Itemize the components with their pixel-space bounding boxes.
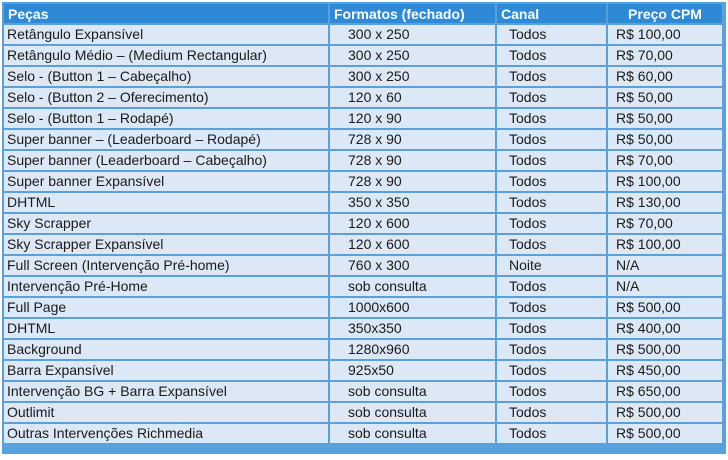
channel-cell: Todos xyxy=(497,88,606,107)
piece-cell: Intervenção BG + Barra Expansível xyxy=(4,382,328,401)
channel-cell: Todos xyxy=(497,151,606,170)
price-cell: R$ 400,00 xyxy=(608,319,722,338)
format-cell: sob consulta xyxy=(330,424,495,443)
header-row xyxy=(4,4,722,23)
price-cell: R$ 70,00 xyxy=(608,214,722,233)
format-cell: sob consulta xyxy=(330,403,495,422)
price-cell: R$ 500,00 xyxy=(608,298,722,317)
piece-cell: Background xyxy=(4,340,328,359)
channel-cell: Todos xyxy=(497,67,606,86)
format-cell: 728 x 90 xyxy=(330,130,495,149)
table-row xyxy=(4,361,722,380)
price-cell: R$ 50,00 xyxy=(608,109,722,128)
table-row xyxy=(4,172,722,191)
channel-cell: Todos xyxy=(497,235,606,254)
format-cell: 350 x 350 xyxy=(330,193,495,212)
format-cell: 350x350 xyxy=(330,319,495,338)
piece-cell: Full Screen (Intervenção Pré-home) xyxy=(4,256,328,275)
piece-cell: Retângulo Expansível xyxy=(4,25,328,44)
price-cell: R$ 500,00 xyxy=(608,424,722,443)
channel-cell: Todos xyxy=(497,403,606,422)
header-channel: Canal xyxy=(497,4,606,23)
format-cell: 120 x 60 xyxy=(330,88,495,107)
piece-cell: Super banner – (Leaderboard – Rodapé) xyxy=(4,130,328,149)
piece-cell: DHTML xyxy=(4,319,328,338)
pricing-sheet xyxy=(2,2,726,454)
price-cell: R$ 70,00 xyxy=(608,46,722,65)
format-cell: 925x50 xyxy=(330,361,495,380)
format-cell: 120 x 600 xyxy=(330,214,495,233)
table-row xyxy=(4,193,722,212)
piece-cell: Selo - (Button 1 – Cabeçalho) xyxy=(4,67,328,86)
format-cell: 120 x 90 xyxy=(330,109,495,128)
channel-cell: Todos xyxy=(497,46,606,65)
table-row xyxy=(4,277,722,296)
table-row xyxy=(4,25,722,44)
table-row xyxy=(4,340,722,359)
pricing-table xyxy=(2,2,724,445)
table-row xyxy=(4,298,722,317)
price-cell: N/A xyxy=(608,256,722,275)
price-cell: R$ 100,00 xyxy=(608,235,722,254)
piece-cell: Selo - (Button 1 – Rodapé) xyxy=(4,109,328,128)
format-cell: 300 x 250 xyxy=(330,46,495,65)
price-cell: R$ 450,00 xyxy=(608,361,722,380)
channel-cell: Todos xyxy=(497,424,606,443)
piece-cell: Sky Scrapper xyxy=(4,214,328,233)
table-header xyxy=(4,4,722,23)
table-row xyxy=(4,130,722,149)
format-cell: 300 x 250 xyxy=(330,25,495,44)
channel-cell: Todos xyxy=(497,340,606,359)
price-cell: R$ 100,00 xyxy=(608,25,722,44)
piece-cell: Retângulo Médio – (Medium Rectangular) xyxy=(4,46,328,65)
piece-cell: Selo - (Button 2 – Oferecimento) xyxy=(4,88,328,107)
table-body xyxy=(4,25,722,443)
channel-cell: Todos xyxy=(497,214,606,233)
header-pieces: Peças xyxy=(4,4,328,23)
table-row xyxy=(4,109,722,128)
format-cell: 760 x 300 xyxy=(330,256,495,275)
price-cell: R$ 500,00 xyxy=(608,403,722,422)
table-row xyxy=(4,151,722,170)
format-cell: 300 x 250 xyxy=(330,67,495,86)
piece-cell: Sky Scrapper Expansível xyxy=(4,235,328,254)
channel-cell: Todos xyxy=(497,193,606,212)
channel-cell: Todos xyxy=(497,382,606,401)
channel-cell: Noite xyxy=(497,256,606,275)
piece-cell: Barra Expansível xyxy=(4,361,328,380)
piece-cell: Full Page xyxy=(4,298,328,317)
format-cell: 728 x 90 xyxy=(330,172,495,191)
price-cell: R$ 650,00 xyxy=(608,382,722,401)
table-row xyxy=(4,235,722,254)
piece-cell: Outras Intervenções Richmedia xyxy=(4,424,328,443)
price-cell: R$ 50,00 xyxy=(608,130,722,149)
price-cell: R$ 60,00 xyxy=(608,67,722,86)
table-row xyxy=(4,319,722,338)
channel-cell: Todos xyxy=(497,130,606,149)
channel-cell: Todos xyxy=(497,109,606,128)
price-cell: R$ 130,00 xyxy=(608,193,722,212)
channel-cell: Todos xyxy=(497,319,606,338)
channel-cell: Todos xyxy=(497,277,606,296)
table-row xyxy=(4,424,722,443)
piece-cell: Super banner Expansível xyxy=(4,172,328,191)
table-row xyxy=(4,403,722,422)
price-cell: N/A xyxy=(608,277,722,296)
table-row xyxy=(4,214,722,233)
format-cell: 120 x 600 xyxy=(330,235,495,254)
channel-cell: Todos xyxy=(497,361,606,380)
price-cell: R$ 500,00 xyxy=(608,340,722,359)
format-cell: 1280x960 xyxy=(330,340,495,359)
price-cell: R$ 100,00 xyxy=(608,172,722,191)
piece-cell: DHTML xyxy=(4,193,328,212)
channel-cell: Todos xyxy=(497,25,606,44)
header-formats: Formatos (fechado) xyxy=(330,4,495,23)
channel-cell: Todos xyxy=(497,298,606,317)
table-row xyxy=(4,256,722,275)
price-cell: R$ 50,00 xyxy=(608,88,722,107)
piece-cell: Outlimit xyxy=(4,403,328,422)
piece-cell: Super banner (Leaderboard – Cabeçalho) xyxy=(4,151,328,170)
table-row xyxy=(4,382,722,401)
format-cell: sob consulta xyxy=(330,277,495,296)
format-cell: 1000x600 xyxy=(330,298,495,317)
header-price: Preço CPM xyxy=(608,4,722,23)
piece-cell: Intervenção Pré-Home xyxy=(4,277,328,296)
table-row xyxy=(4,88,722,107)
channel-cell: Todos xyxy=(497,172,606,191)
table-row xyxy=(4,67,722,86)
table-row xyxy=(4,46,722,65)
price-cell: R$ 70,00 xyxy=(608,151,722,170)
format-cell: 728 x 90 xyxy=(330,151,495,170)
format-cell: sob consulta xyxy=(330,382,495,401)
